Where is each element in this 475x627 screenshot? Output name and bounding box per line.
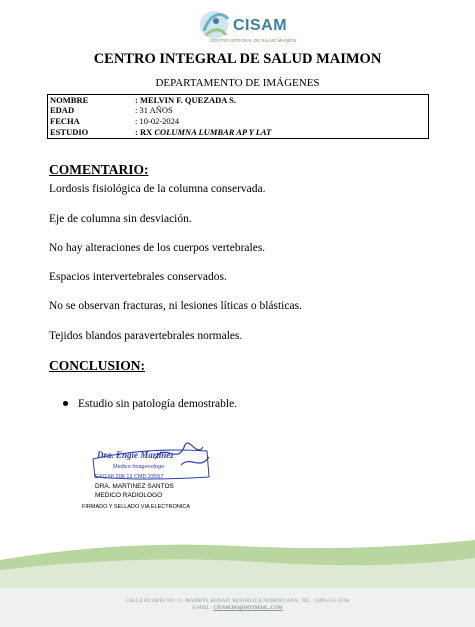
department: DEPARTAMENTO DE IMÁGENES	[155, 77, 320, 89]
comment-line: No se observan fracturas, ni lesiones líticas o blásticas.	[49, 300, 302, 312]
footer-wave	[0, 540, 475, 627]
name-value: : MELVIN F. QUEZADA S.	[135, 95, 236, 105]
email-label: E-MAIL :	[192, 606, 214, 611]
signature-stamp	[85, 437, 215, 487]
signature-note: FIRMADO Y SELLADO VIA ELECTRONICA	[82, 504, 190, 510]
logo-text: CISAM	[233, 17, 288, 34]
stamp-exq: EXQ Nº 206 13 CMD 23557	[95, 474, 164, 480]
study-label: ESTUDIO	[50, 127, 89, 137]
page-title: CENTRO INTEGRAL DE SALUD MAIMON	[93, 51, 382, 67]
comment-line: Eje de columna sin desviación.	[49, 213, 192, 225]
stamp-name: Dra. Engie Martinez	[97, 450, 174, 460]
study-value	[135, 128, 271, 137]
doctor-name: DRA. MARTINEZ SANTOS	[95, 483, 174, 490]
footer-email	[0, 606, 475, 611]
comment-line: Lordosis fisiológica de la columna conservada.	[49, 183, 266, 195]
date-label: FECHA	[50, 116, 80, 126]
bullet-icon	[63, 401, 68, 406]
logo-subtitle: CENTRO INTEGRAL DE SALUD MAIMON	[210, 38, 297, 43]
comment-heading: COMENTARIO:	[49, 162, 149, 177]
comment-line: Espacios intervertebrales conservados.	[49, 271, 227, 283]
date-value: : 10-02-2024	[135, 116, 180, 126]
name-label: NOMBRE	[50, 95, 89, 105]
stamp-title: Medico Imagenologo	[113, 464, 165, 470]
age-value: : 31 AÑOS	[135, 105, 173, 115]
age-label: EDAD	[50, 105, 75, 115]
email-link[interactable]: CISAM.DO@HOTMAIL .COM	[213, 606, 283, 611]
conclusion-item: Estudio sin patología demostrable.	[78, 398, 238, 410]
study-prefix: : RX	[135, 127, 155, 137]
comment-line: Tejidos blandos paravertebrales normales.	[49, 330, 243, 342]
footer-address: CALLE DUARTE NO. 11, MAIMÓN, BONAO, REPUBLICA DOMINICANA, TEL.: (809)-551-2106	[125, 599, 350, 604]
patient-info-box	[47, 94, 429, 139]
comment-line: No hay alteraciones de los cuerpos vertebrales.	[49, 242, 266, 254]
study-name: COLUMNA LUMBAR AP Y LAT	[154, 127, 272, 137]
doctor-role: MEDICO RADIOLOGO	[95, 492, 163, 499]
conclusion-heading: CONCLUSION:	[49, 358, 146, 373]
